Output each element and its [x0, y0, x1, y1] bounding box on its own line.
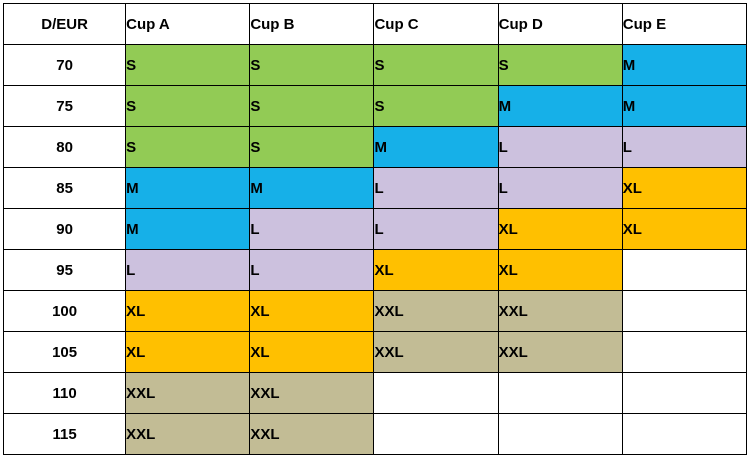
- header-row: [4, 4, 747, 45]
- cell-value: L: [250, 209, 374, 250]
- cell-value: L: [498, 168, 622, 209]
- cell-value: XL: [374, 250, 498, 291]
- cell-value: XL: [498, 250, 622, 291]
- table-row: [4, 45, 747, 86]
- table-row: [4, 250, 747, 291]
- cell-value: XL: [622, 168, 746, 209]
- cell-value: [622, 414, 746, 455]
- row-label: 100: [4, 291, 126, 332]
- header-corner-label: D/EUR: [4, 4, 126, 45]
- header-cup-c: Cup C: [374, 4, 498, 45]
- row-label: 105: [4, 332, 126, 373]
- cell-value: S: [126, 86, 250, 127]
- cell-value: XXL: [126, 373, 250, 414]
- table-row: [4, 86, 747, 127]
- cell-value: XL: [622, 209, 746, 250]
- header-cup-b: Cup B: [250, 4, 374, 45]
- table-row: [4, 127, 747, 168]
- size-table: [3, 3, 747, 455]
- cell-value: L: [622, 127, 746, 168]
- row-label: 90: [4, 209, 126, 250]
- row-label: 110: [4, 373, 126, 414]
- table-body: [4, 45, 747, 455]
- cell-value: M: [126, 209, 250, 250]
- cell-value: L: [374, 168, 498, 209]
- cell-value: S: [250, 86, 374, 127]
- cell-value: XXL: [126, 414, 250, 455]
- cell-value: XL: [498, 209, 622, 250]
- table-row: [4, 291, 747, 332]
- table-row: [4, 373, 747, 414]
- size-chart-sheet: [0, 3, 749, 469]
- cell-value: [498, 373, 622, 414]
- header-cup-a: Cup A: [126, 4, 250, 45]
- table-row: [4, 332, 747, 373]
- cell-value: S: [374, 86, 498, 127]
- row-label: 115: [4, 414, 126, 455]
- cell-value: L: [498, 127, 622, 168]
- row-label: 80: [4, 127, 126, 168]
- cell-value: XL: [126, 291, 250, 332]
- cell-value: L: [250, 250, 374, 291]
- cell-value: [622, 332, 746, 373]
- table-row: [4, 168, 747, 209]
- cell-value: XXL: [250, 414, 374, 455]
- header-cup-e: Cup E: [622, 4, 746, 45]
- cell-value: [622, 250, 746, 291]
- cell-value: L: [126, 250, 250, 291]
- cell-value: XXL: [498, 291, 622, 332]
- cell-value: XL: [250, 332, 374, 373]
- cell-value: XXL: [498, 332, 622, 373]
- header-cup-d: Cup D: [498, 4, 622, 45]
- cell-value: M: [374, 127, 498, 168]
- cell-value: S: [250, 127, 374, 168]
- table-row: [4, 209, 747, 250]
- cell-value: M: [498, 86, 622, 127]
- row-label: 85: [4, 168, 126, 209]
- cell-value: M: [250, 168, 374, 209]
- cell-value: [622, 373, 746, 414]
- row-label: 75: [4, 86, 126, 127]
- cell-value: M: [622, 86, 746, 127]
- cell-value: XXL: [250, 373, 374, 414]
- cell-value: S: [374, 45, 498, 86]
- cell-value: XL: [126, 332, 250, 373]
- table-header: [4, 4, 747, 45]
- cell-value: [622, 291, 746, 332]
- cell-value: M: [622, 45, 746, 86]
- cell-value: [374, 373, 498, 414]
- row-label: 95: [4, 250, 126, 291]
- table-row: [4, 414, 747, 455]
- cell-value: S: [126, 45, 250, 86]
- cell-value: XL: [250, 291, 374, 332]
- cell-value: L: [374, 209, 498, 250]
- cell-value: XXL: [374, 291, 498, 332]
- cell-value: S: [126, 127, 250, 168]
- cell-value: S: [498, 45, 622, 86]
- cell-value: XXL: [374, 332, 498, 373]
- cell-value: [498, 414, 622, 455]
- row-label: 70: [4, 45, 126, 86]
- cell-value: S: [250, 45, 374, 86]
- cell-value: M: [126, 168, 250, 209]
- cell-value: [374, 414, 498, 455]
